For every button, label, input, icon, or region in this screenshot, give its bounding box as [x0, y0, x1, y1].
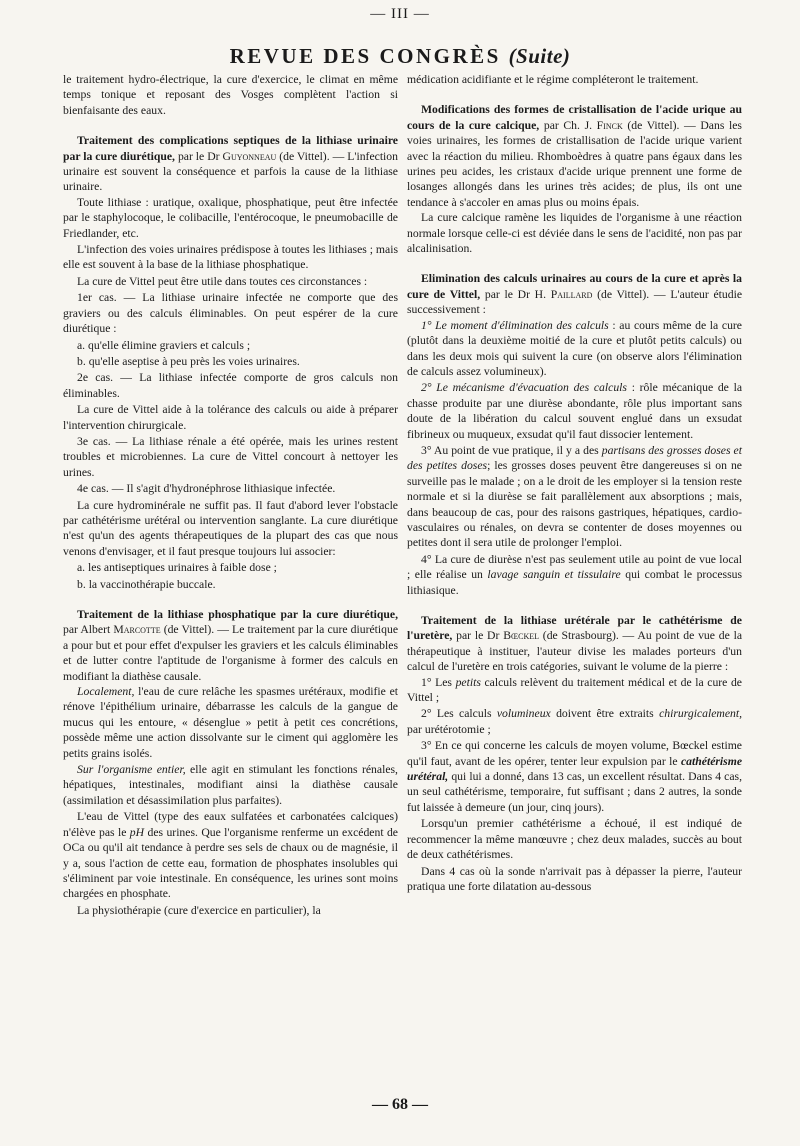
right-intro: médication acidifiante et le régime compléteront le traitement.: [407, 73, 699, 86]
page-number: — 68 —: [372, 1096, 428, 1113]
article-author: Finck: [596, 118, 623, 132]
paragraph: La cure hydrominérale ne suffit pas. Il faut d'abord lever l'obstacle par cathétérisme urétéral ou intervention sanglante. La cure diurétique n'est qu'un des agents thérapeutiques de la plupart des cas que nous venons d'envisager, et il faut presque toujours lui associer:: [63, 498, 398, 558]
paragraph: L'infection des voies urinaires prédispose à toutes les lithiases ; mais elle est souvent à la base de la lithiase phosphatique.: [63, 243, 398, 272]
article-author: Paillard: [550, 287, 593, 301]
article-title: Traitement de la lithiase phosphatique par la cure diurétique,: [77, 608, 398, 621]
paragraph: Localement, l'eau de cure relâche les spasmes urétéraux, modifie et rénove l'épithélium urinaire, débarrasse les calculs de la gangue de mucus qui les entoure, « désenglue » petit à petit ces concrétions, possède même une action dissolvante sur le ciment qui agglomère les petits grains isolés.: [63, 685, 398, 760]
paragraph: 3° Au point de vue pratique, il y a des partisans des grosses doses et des petites doses; les grosses doses peuvent être dangereuses si on ne surveille pas le malade ; on a le droit de les employer si la tension reste normale et si la diurèse se fait parallèlement aux absorptions ; mais, dans beaucoup de cas, pour des raisons gastriques, hépatiques, cardio-vasculaires ou rénales, on devra se contenter de doses moyennes ou petites dont il sera utile de prolonger l'emploi.: [407, 443, 742, 550]
paragraph: a. qu'elle élimine graviers et calculs ;: [77, 338, 251, 352]
paragraph: 1° Le moment d'élimination des calculs : au cours même de la cure (plutôt dans la deuxième moitié de la cure et plutôt petits calculs) ou dans les deux mois qui suivent la cure (on observe alors l'élimination de calculs assez volumineux).: [407, 318, 742, 378]
paragraph: b. la vaccinothérapie buccale.: [77, 577, 216, 591]
paragraph: 4° La cure de diurèse n'est pas seulement utile au point de vue local ; elle réalise un lavage sanguin et tissulaire qui combat le processus lithiasique.: [407, 552, 743, 597]
article-guyonneau: [63, 133, 398, 592]
article-title: Elimination des calculs urinaires au cours de la cure et après la cure de Vittel,: [407, 272, 742, 301]
journal-title-suite: (Suite): [508, 44, 571, 68]
paragraph: 1er cas. — La lithiase urinaire infectée ne comporte que des graviers ou des calculs éliminables. On peut espérer de la cure diurétique :: [63, 291, 398, 336]
article-author: Bœckel: [503, 629, 539, 643]
roman-folio: — III —: [370, 6, 430, 22]
journal-title: [0, 44, 800, 69]
paragraph: L'eau de Vittel (type des eaux sulfatées et carbonatées calciques) n'élève pas le pH des urines. Que l'organisme renferme un excédent de OCa ou qu'il ait tendance à perdre ses sels de chaux ou de magnésie, il y a, sous l'action de cette eau, formation de phosphates insolubles qui s'éliminent par voie intestinale. En conséquence, les urines sont moins chargées en phosphate.: [63, 810, 398, 901]
paragraph: La cure de Vittel aide à la tolérance des calculs ou aide à préparer l'intervention chirurgicale.: [63, 403, 398, 432]
paragraph: La physiothérapie (cure d'exercice en particulier), la: [77, 903, 321, 917]
article-title: Traitement des complications septiques de la lithiase urinaire par la cure diurétique,: [63, 134, 398, 163]
article-paillard: [407, 271, 742, 598]
paragraph: b. qu'elle aseptise à peu près les voies urinaires.: [77, 354, 300, 368]
paragraph: Sur l'organisme entier, elle agit en stimulant les fonctions rénales, hépatiques, intestinales, modifiant ainsi la diathèse causale (assimilation et désassimilation plus parfaites).: [63, 763, 398, 807]
paragraph: 4e cas. — Il s'agit d'hydronéphrose lithiasique infectée.: [77, 482, 336, 496]
article-title: Modifications des formes de cristallisation de l'acide urique au cours de la cure calcique,: [407, 103, 742, 132]
article-title: Traitement de la lithiase urétérale par le cathétérisme de l'uretère,: [407, 614, 742, 643]
article-boeckel: [407, 613, 742, 894]
paragraph: 2e cas. — La lithiase infectée comporte de gros calculs non éliminables.: [63, 371, 398, 400]
paragraph: Dans 4 cas où la sonde n'arrivait pas à dépasser la pierre, l'auteur pratiqua une forte dilatation au-dessous: [407, 864, 742, 893]
left-intro: le traitement hydro-électrique, la cure d'exercice, le climat en même temps tonique et reposant des Vosges complètent l'action si bienfaisante des eaux.: [63, 73, 398, 117]
paragraph: Lorsqu'un premier cathétérisme a échoué, il est indiqué de recommencer la même manœuvre ; chez deux malades, succès au bout de deux cathétérismes.: [407, 817, 742, 862]
journal-title-text: REVUE DES CONGRÈS: [229, 44, 501, 68]
article-heading: Modifications des formes de cristallisation de l'acide urique au cours de la cure calcique, par Ch. J. Finck (de Vittel). — Dans les voies urinaires, les formes de cristallisation de l'acide urique varient avec la réaction du milieu. Rhomboèdres à quatre pans égaux dans les urines peu acides, les cristaux d'acide urique prennent une forme de losanges allongés dans les urines très acides; de plus, ils ont une tendance à s'accoler en amas plus ou moins épais.: [407, 103, 742, 209]
paragraph: La cure de Vittel peut être utile dans toutes ces circonstances :: [77, 274, 368, 288]
article-heading: Traitement des complications septiques de la lithiase urinaire par la cure diurétique, par le Dr Guyonneau (de Vittel). — L'infection urinaire est souvent la conséquence et parfois la cause de la lithiase urinaire.: [63, 134, 398, 194]
paragraph: 3e cas. — La lithiase rénale a été opérée, mais les urines restent troubles et microbiennes. La cure de Vittel concourt à nettoyer les urines.: [63, 434, 398, 479]
article-finck: [407, 102, 742, 256]
paragraph: La cure calcique ramène les liquides de l'organisme à une réaction normale lorsque celle-ci est déviée dans le sens de l'acidité, non pas par alcalinisation.: [407, 211, 742, 256]
paragraph: 3° En ce qui concerne les calculs de moyen volume, Bœckel estime qu'il faut, avant de les opérer, tenter leur expulsion par le cathétérisme urétéral, qui lui a donné, dans 13 cas, un excellent résultat. Dans 4 cas, un seul cathétérisme, temporaire, fut suffisant ; dans 2 autres, la sonde fut laissée à demeure (un jour, cinq jours).: [407, 739, 743, 814]
paragraph: 1° Les petits calculs relèvent du traitement médical et de la cure de Vittel ;: [407, 675, 742, 705]
article-author: Marcotte: [113, 623, 161, 637]
article-heading: Traitement de la lithiase phosphatique par la cure diurétique, par Albert Marcotte (de Vittel). — Le traitement par la cure diurétique a pour but et pour effet d'expulser les graviers et les calculs éliminables et de lutter contre l'aptitude de l'organisme à former des calculs en modifiant la diathèse causale.: [63, 608, 399, 683]
paragraph: 2° Le mécanisme d'évacuation des calculs : rôle mécanique de la chasse produite par une diurèse abondante, rôle plus important sans doute de la libération du calcul souvent englué dans un exsudat fibrineux ou muqueux, exsudat qu'il faut dissocier lentement.: [407, 381, 743, 441]
paragraph: 2° Les calculs volumineux doivent être extraits chirurgicalement, par urétérotomie ;: [407, 707, 743, 736]
right-column: [407, 72, 742, 895]
left-column: [63, 72, 398, 919]
article-heading: Traitement de la lithiase urétérale par le cathétérisme de l'uretère, par le Dr Bœckel (de Strasbourg). — Au point de vue de la thérapeutique à instituer, l'auteur divise les malades porteurs d'un calcul de l'uretère en trois catégories, suivant le volume de la pierre :: [407, 614, 743, 674]
article-author: Guyonneau: [222, 149, 277, 163]
article-heading: Elimination des calculs urinaires au cours de la cure et après la cure de Vittel, par le Dr H. Paillard (de Vittel). — L'auteur étudie successivement :: [407, 272, 743, 317]
article-marcotte: [63, 607, 398, 918]
paragraph: Toute lithiase : uratique, oxalique, phosphatique, peut être infectée par le staphylocoque, le colibacille, l'entérocoque, le pneumobacille de Friedlander, etc.: [63, 195, 398, 240]
paragraph: a. les antiseptiques urinaires à faible dose ;: [77, 561, 277, 575]
